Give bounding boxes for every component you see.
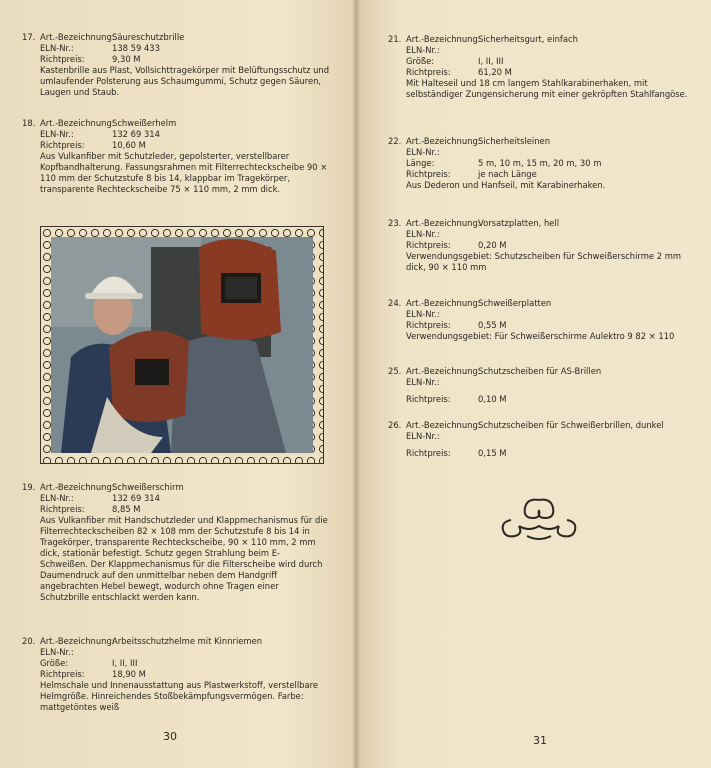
catalog-item-19 — [22, 482, 328, 603]
price-label: Richtpreis: — [406, 394, 451, 404]
price-label: Richtpreis: — [40, 669, 85, 679]
item-label: Art.-Bezeichnung: — [406, 34, 481, 44]
price-label: Richtpreis: — [406, 169, 451, 179]
item-label: Art.-Bezeichnung: — [40, 32, 115, 42]
welders-illustration — [51, 237, 313, 453]
item-name: Sicherheitsgurt, einfach — [478, 34, 578, 44]
item-number: 19. — [22, 482, 36, 492]
item-name: Schutzscheiben für AS-Brillen — [478, 366, 602, 376]
eln-value: 132 69 314 — [112, 493, 160, 503]
item-description: Aus Dederon und Hanfseil, mit Karabinerhaken. — [406, 180, 606, 190]
price-label: Richtpreis: — [406, 448, 451, 458]
catalog-item-17 — [22, 32, 332, 98]
price-value: 9,30 M — [112, 54, 141, 64]
eln-label: ELN-Nr.: — [406, 229, 440, 239]
eln-label: ELN-Nr.: — [40, 647, 74, 657]
item-name: Säureschutzbrille — [112, 32, 185, 42]
price-value: 10,60 M — [112, 140, 146, 150]
eln-value: 132 69 314 — [112, 129, 160, 139]
photo-frame — [40, 226, 324, 464]
price-value: 8,85 M — [112, 504, 141, 514]
item-label: Art.-Bezeichnung: — [406, 136, 481, 146]
item-label: Art.-Bezeichnung: — [40, 636, 115, 646]
catalog-item-24 — [388, 298, 688, 342]
item-label: Art.-Bezeichnung: — [406, 420, 481, 430]
item-name: Schutzscheiben für Schweißerbrillen, dunkel — [478, 420, 664, 430]
price-label: Richtpreis: — [40, 504, 85, 514]
item-number: 26. — [388, 420, 402, 430]
item-name: Sicherheitsleinen — [478, 136, 551, 146]
price-value: 61,20 M — [478, 67, 512, 77]
page-number-right: 31 — [533, 734, 547, 747]
price-label: Richtpreis: — [40, 140, 85, 150]
item-label: Art.-Bezeichnung: — [40, 118, 115, 128]
item-description: Aus Vulkanfiber mit Handschutzleder und Klappmechanismus für die Filterrechteckscheiben 82 × 108 mm der Schutzstufe 8 bis 14 in Tragekörper, transparente Rechteckscheibe, 90 × 110 mm, 2 mm dick, stationär befestigt. Schutz gegen Strahlung beim E-Schweißen. Der Klappmechanismus für die Filterscheibe wird durch Daumendruck auf den unmittelbar neben dem Handgriff angebrachten Hebel bewegt, wodurch ohne Tragen einer Schutzbrille entschlackt werden kann. — [40, 515, 328, 602]
price-value: 0,55 M — [478, 320, 507, 330]
item-description: Mit Halteseil und 18 cm langem Stahlkarabinerhaken, mit selbständiger Zungensicherung mit einer gekröpften Stahlfangöse. — [406, 78, 688, 99]
catalog-item-26 — [388, 420, 698, 459]
catalog-item-22 — [388, 136, 688, 191]
page-gutter — [352, 0, 360, 768]
price-label: Richtpreis: — [406, 240, 451, 250]
catalog-item-18 — [22, 118, 328, 195]
length-label: Länge: — [406, 158, 435, 168]
size-label: Größe: — [40, 658, 69, 668]
item-number: 21. — [388, 34, 402, 44]
size-value: I, II, III — [478, 56, 504, 66]
length-value: 5 m, 10 m, 15 m, 20 m, 30 m — [478, 158, 602, 168]
price-label: Richtpreis: — [40, 54, 85, 64]
eln-label: ELN-Nr.: — [40, 129, 74, 139]
item-label: Art.-Bezeichnung: — [406, 218, 481, 228]
eln-label: ELN-Nr.: — [406, 45, 440, 55]
size-label: Größe: — [406, 56, 435, 66]
eln-label: ELN-Nr.: — [406, 147, 440, 157]
item-number: 23. — [388, 218, 402, 228]
price-label: Richtpreis: — [406, 320, 451, 330]
item-name: Schweißerhelm — [112, 118, 177, 128]
item-number: 24. — [388, 298, 402, 308]
item-label: Art.-Bezeichnung: — [40, 482, 115, 492]
eln-label: ELN-Nr.: — [406, 309, 440, 319]
catalog-item-25 — [388, 366, 688, 405]
item-number: 22. — [388, 136, 402, 146]
size-value: I, II, III — [112, 658, 138, 668]
item-number: 25. — [388, 366, 402, 376]
item-number: 17. — [22, 32, 36, 42]
eln-label: ELN-Nr.: — [40, 493, 74, 503]
item-description: Aus Vulkanfiber mit Schutzleder, gepolsterter, verstellbarer Kopfbandhalterung. Fassungsrahmen mit Filterrechteckscheibe 90 × 110 mm der Schutzstufe 8 bis 14, klappbar im Tragekörper, transparente Rechteckscheibe 75 × 110 mm, 2 mm dick. — [40, 151, 328, 194]
eln-label: ELN-Nr.: — [40, 43, 74, 53]
price-value: 0,15 M — [478, 448, 507, 458]
item-description: Kastenbrille aus Plast, Vollsichttragekörper mit Belüftungsschutz und umlaufender Polsterung aus Schaumgummi, Schutz gegen Säuren, Laugen und Staub. — [40, 65, 330, 97]
item-name: Vorsatzplatten, hell — [478, 218, 560, 228]
price-value: je nach Länge — [478, 169, 537, 179]
eln-value: 138 59 433 — [112, 43, 160, 53]
item-number: 20. — [22, 636, 36, 646]
item-number: 18. — [22, 118, 36, 128]
price-value: 18,90 M — [112, 669, 146, 679]
eln-label: ELN-Nr.: — [406, 431, 440, 441]
item-name: Arbeitsschutzhelme mit Kinnriemen — [112, 636, 263, 646]
eln-label: ELN-Nr.: — [406, 377, 440, 387]
decorative-scroll-ornament-icon — [497, 496, 581, 542]
catalog-item-21 — [388, 34, 688, 100]
item-name: Schweißerplatten — [478, 298, 552, 308]
item-description: Helmschale und Innenausstattung aus Plastwerkstoff, verstellbare Helmgröße. Hinreichendes Stoßbekämpfungsvermögen. Farbe: mattgetöntes weiß — [40, 680, 319, 712]
price-value: 0,10 M — [478, 394, 507, 404]
catalog-item-23 — [388, 218, 688, 273]
item-label: Art.-Bezeichnung: — [406, 366, 481, 376]
page-number-left: 30 — [163, 730, 177, 743]
price-value: 0,20 M — [478, 240, 507, 250]
price-label: Richtpreis: — [406, 67, 451, 77]
item-description: Verwendungsgebiet: Schutzscheiben für Schweißerschirme 2 mm dick, 90 × 110 mm — [406, 251, 682, 272]
item-description: Verwendungsgebiet: Für Schweißerschirme Aulektro 9 82 × 110 — [406, 331, 675, 341]
catalog-item-20 — [22, 636, 328, 713]
item-label: Art.-Bezeichnung: — [406, 298, 481, 308]
welders-photo — [51, 237, 313, 453]
item-name: Schweißerschirm — [112, 482, 184, 492]
